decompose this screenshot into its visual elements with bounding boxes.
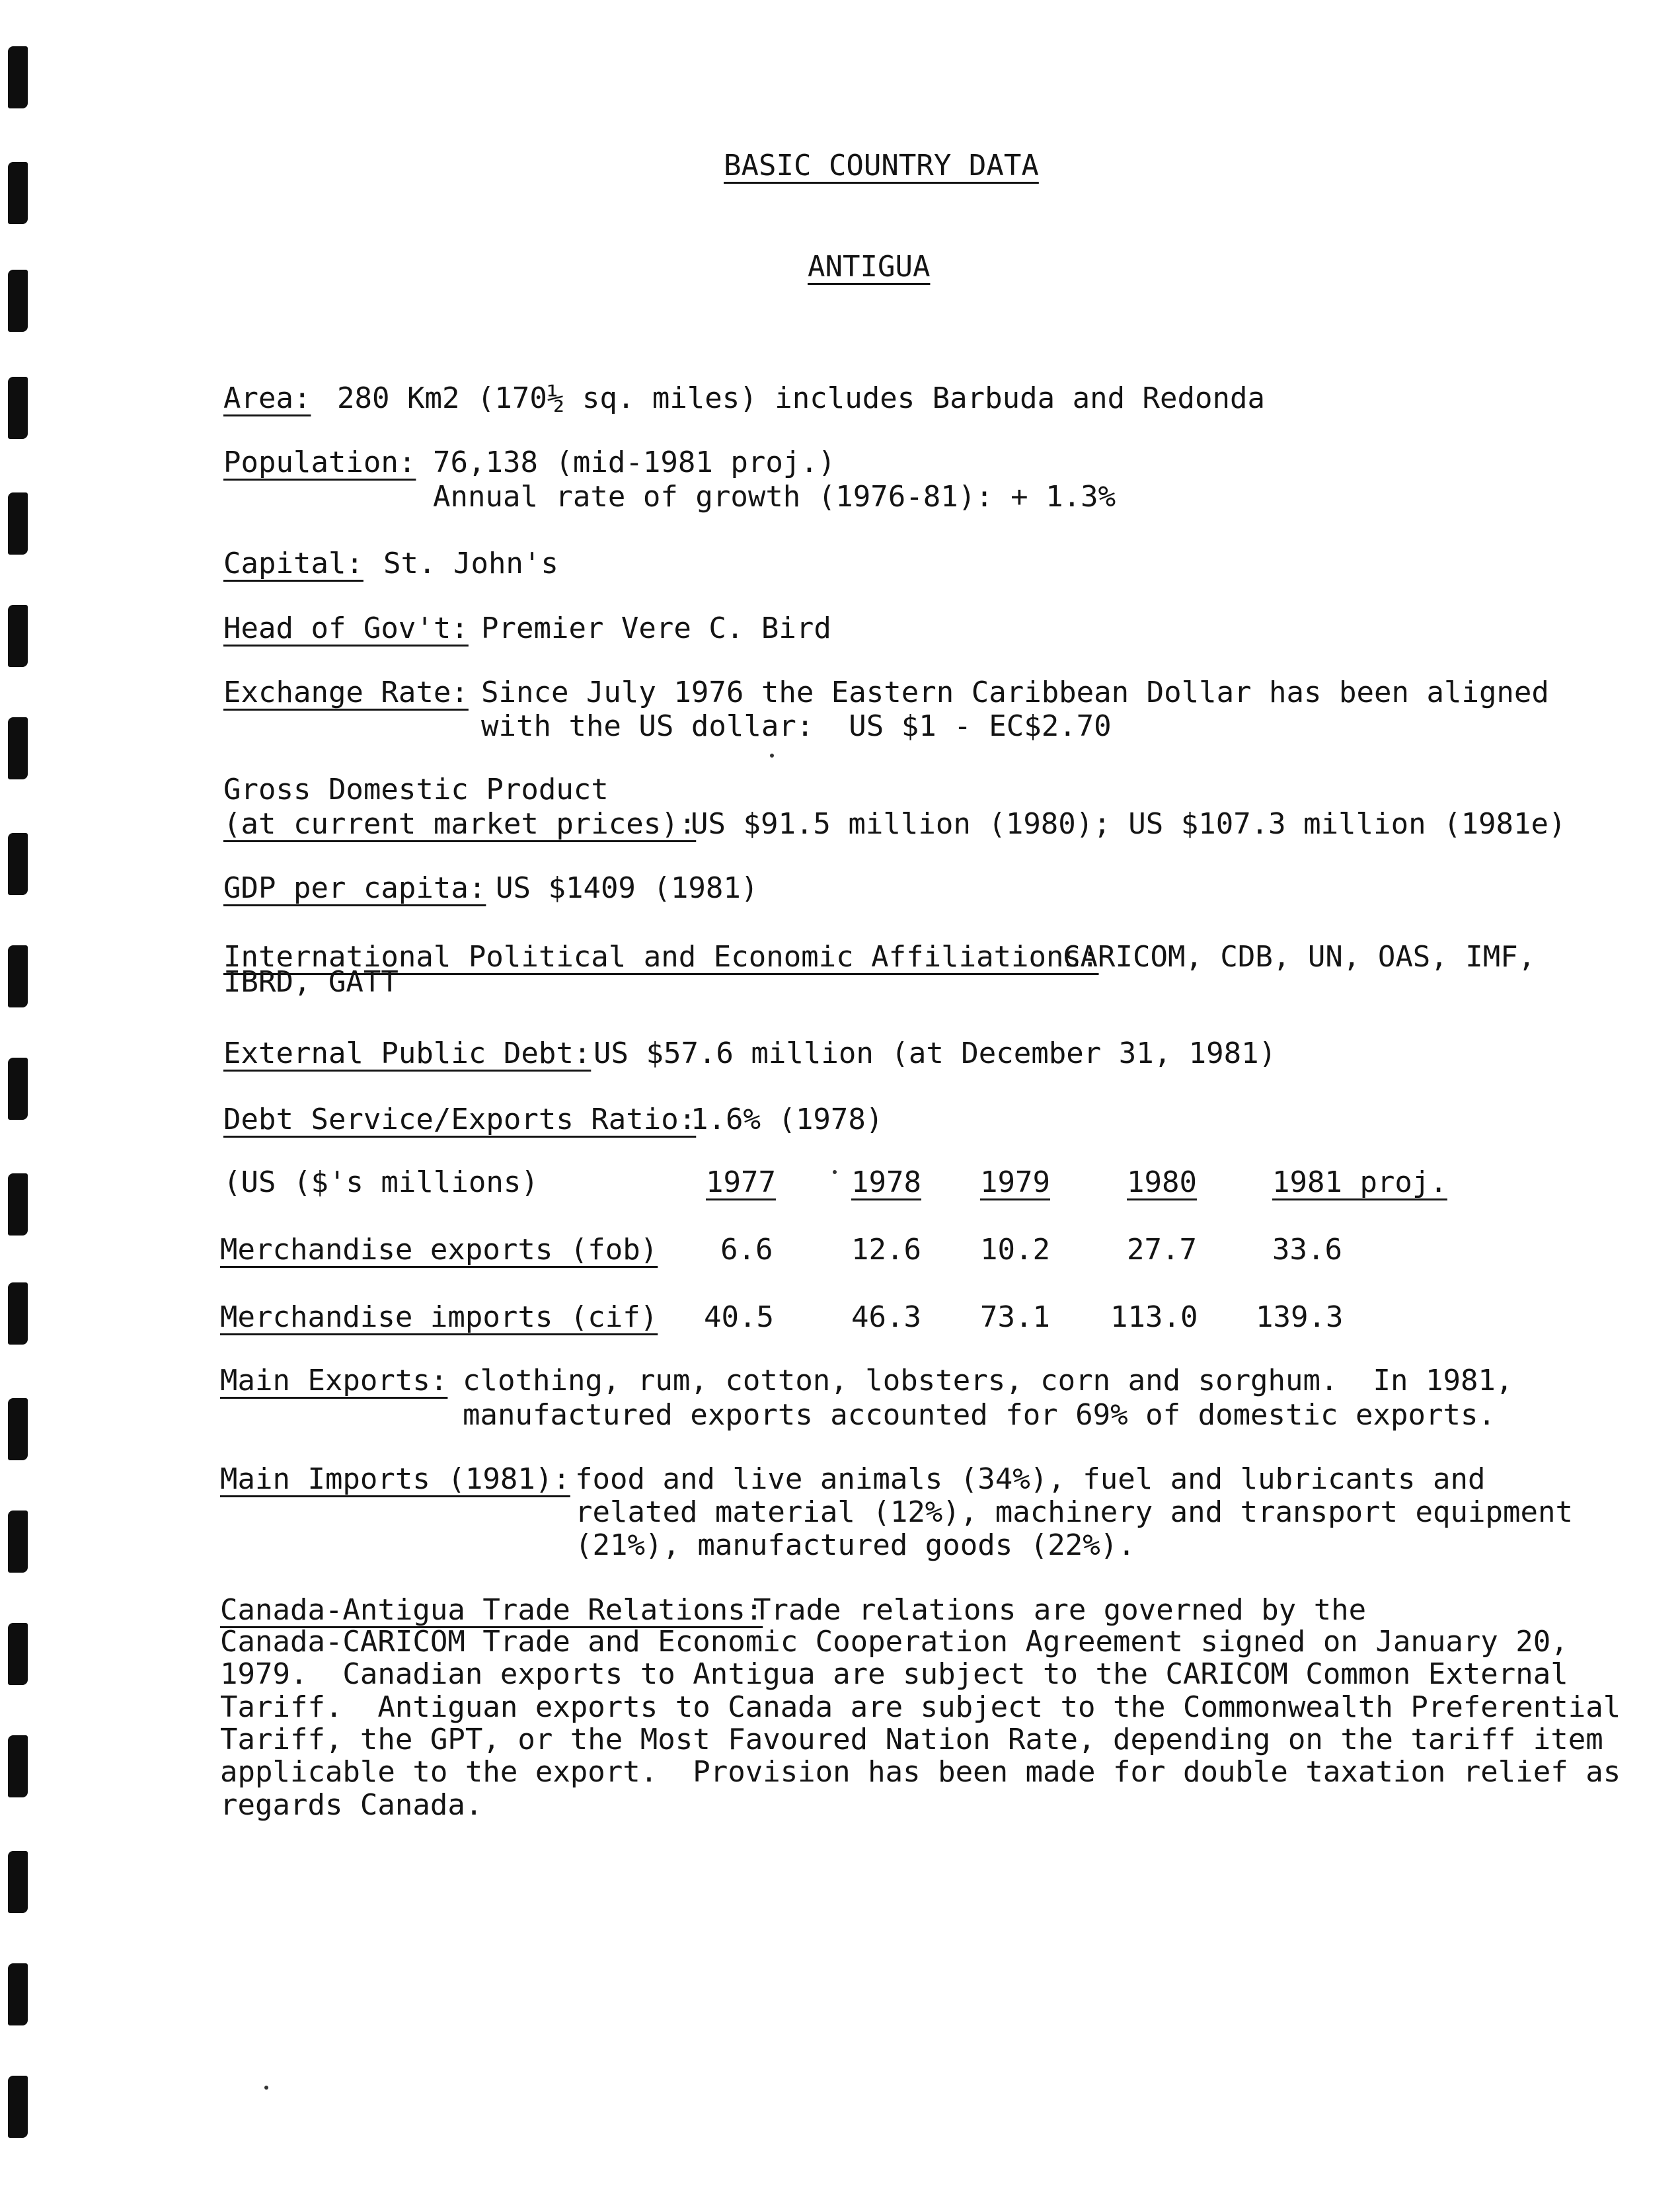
gdp-value: US $91.5 million (1980); US $107.3 million (1981e)	[691, 807, 1566, 841]
punch-hole	[8, 270, 28, 332]
capital-value: St. John's	[383, 547, 558, 580]
gdp-label-sub: (at current market prices):	[223, 807, 697, 841]
punch-hole	[8, 2076, 28, 2138]
year-header: 1980	[1127, 1165, 1197, 1199]
main-exports-line1: clothing, rum, cotton, lobsters, corn and sorghum. In 1981,	[463, 1364, 1513, 1397]
debt-service-label: Debt Service/Exports Ratio:	[223, 1103, 697, 1136]
punch-hole	[8, 1058, 28, 1120]
table-cell: 12.6	[851, 1233, 921, 1267]
row-label: Merchandise imports (cif)	[220, 1300, 658, 1334]
year-header: 1977	[706, 1165, 776, 1199]
punch-hole	[8, 1623, 28, 1685]
main-imports-line2: related material (12%), machinery and transport equipment	[575, 1495, 1573, 1529]
population-growth: Annual rate of growth (1976-81): + 1.3%	[433, 480, 1116, 514]
external-debt-label: External Public Debt:	[223, 1037, 592, 1070]
punch-hole	[8, 1851, 28, 1913]
trade-relations-line3: 1979. Canadian exports to Antigua are subject to the CARICOM Common External	[220, 1657, 1568, 1691]
table-cell: 27.7	[1127, 1233, 1197, 1267]
scan-speck	[264, 2086, 268, 2090]
scan-speck	[833, 1170, 837, 1174]
affiliations-line2: IBRD, GATT	[223, 965, 399, 999]
exchange-rate-line1: Since July 1976 the Eastern Caribbean Dollar has been aligned	[481, 676, 1549, 709]
scan-speck	[770, 754, 774, 758]
main-exports-line2: manufactured exports accounted for 69% of domestic exports.	[463, 1398, 1496, 1432]
external-debt-value: US $57.6 million (at December 31, 1981)	[593, 1037, 1277, 1070]
gdp-per-capita-label: GDP per capita:	[223, 871, 486, 905]
punch-hole	[8, 492, 28, 555]
main-exports-label: Main Exports:	[220, 1364, 448, 1397]
punch-hole	[8, 1735, 28, 1797]
main-imports-line1: food and live animals (34%), fuel and lubricants and	[575, 1462, 1486, 1496]
year-header: 1981 proj.	[1272, 1165, 1447, 1199]
punch-hole	[8, 1173, 28, 1236]
capital-label: Capital:	[223, 547, 363, 580]
table-cell: 73.1	[980, 1300, 1050, 1334]
trade-relations-line5: Tariff, the GPT, or the Most Favoured Nation Rate, depending on the tariff item	[220, 1723, 1603, 1756]
table-cell: 33.6	[1272, 1233, 1342, 1267]
affiliations-label: International Political and Economic Affiliations:	[223, 940, 1099, 974]
area-value: 280 Km2 (170½ sq. miles) includes Barbuda and Redonda	[337, 381, 1265, 415]
population-value: 76,138 (mid-1981 proj.)	[433, 446, 836, 479]
punch-hole	[8, 605, 28, 667]
punch-hole	[8, 833, 28, 895]
year-header: 1979	[980, 1165, 1050, 1199]
head-of-govt-label: Head of Gov't:	[223, 611, 469, 645]
table-cell: 46.3	[851, 1300, 921, 1334]
trade-relations-line4: Tariff. Antiguan exports to Canada are subject to the Commonwealth Preferential	[220, 1690, 1621, 1724]
punch-hole	[8, 1398, 28, 1460]
year-header: 1978	[851, 1165, 921, 1199]
table-cell: 10.2	[980, 1233, 1050, 1267]
trade-relations-line6: applicable to the export. Provision has been made for double taxation relief as	[220, 1755, 1621, 1789]
punch-hole	[8, 46, 28, 108]
gdp-label: Gross Domestic Product	[223, 773, 609, 806]
trade-relations-label: Canada-Antigua Trade Relations:	[220, 1593, 763, 1627]
punch-hole	[8, 945, 28, 1007]
trade-relations-line1: Trade relations are governed by the	[753, 1593, 1367, 1627]
punch-hole	[8, 1511, 28, 1573]
main-imports-line3: (21%), manufactured goods (22%).	[575, 1528, 1135, 1562]
exchange-rate-label: Exchange Rate:	[223, 676, 469, 709]
trade-relations-line7: regards Canada.	[220, 1788, 483, 1822]
country-name: ANTIGUA	[808, 250, 931, 284]
table-cell: 113.0	[1110, 1300, 1198, 1334]
table-cell: 6.6	[720, 1233, 773, 1267]
punch-hole	[8, 1282, 28, 1345]
main-imports-label: Main Imports (1981):	[220, 1462, 570, 1496]
gdp-per-capita-value: US $1409 (1981)	[496, 871, 759, 905]
table-cell: 139.3	[1256, 1300, 1344, 1334]
exchange-rate-line2: with the US dollar: US $1 - EC$2.70	[481, 709, 1112, 743]
page-title: BASIC COUNTRY DATA	[724, 149, 1039, 182]
table-cell: 40.5	[704, 1300, 774, 1334]
affiliations-value: CARICOM, CDB, UN, OAS, IMF,	[1063, 940, 1536, 974]
punch-hole	[8, 162, 28, 224]
population-label: Population:	[223, 446, 416, 479]
punch-hole	[8, 1963, 28, 2025]
punch-hole	[8, 717, 28, 779]
head-of-govt-value: Premier Vere C. Bird	[481, 611, 831, 645]
debt-service-value: 1.6% (1978)	[691, 1103, 884, 1136]
trade-relations-line2: Canada-CARICOM Trade and Economic Cooperation Agreement signed on January 20,	[220, 1625, 1568, 1659]
area-label: Area:	[223, 381, 311, 415]
punch-hole	[8, 377, 28, 439]
row-label: Merchandise exports (fob)	[220, 1233, 658, 1267]
table-unit-label: (US ($'s millions)	[223, 1165, 539, 1199]
